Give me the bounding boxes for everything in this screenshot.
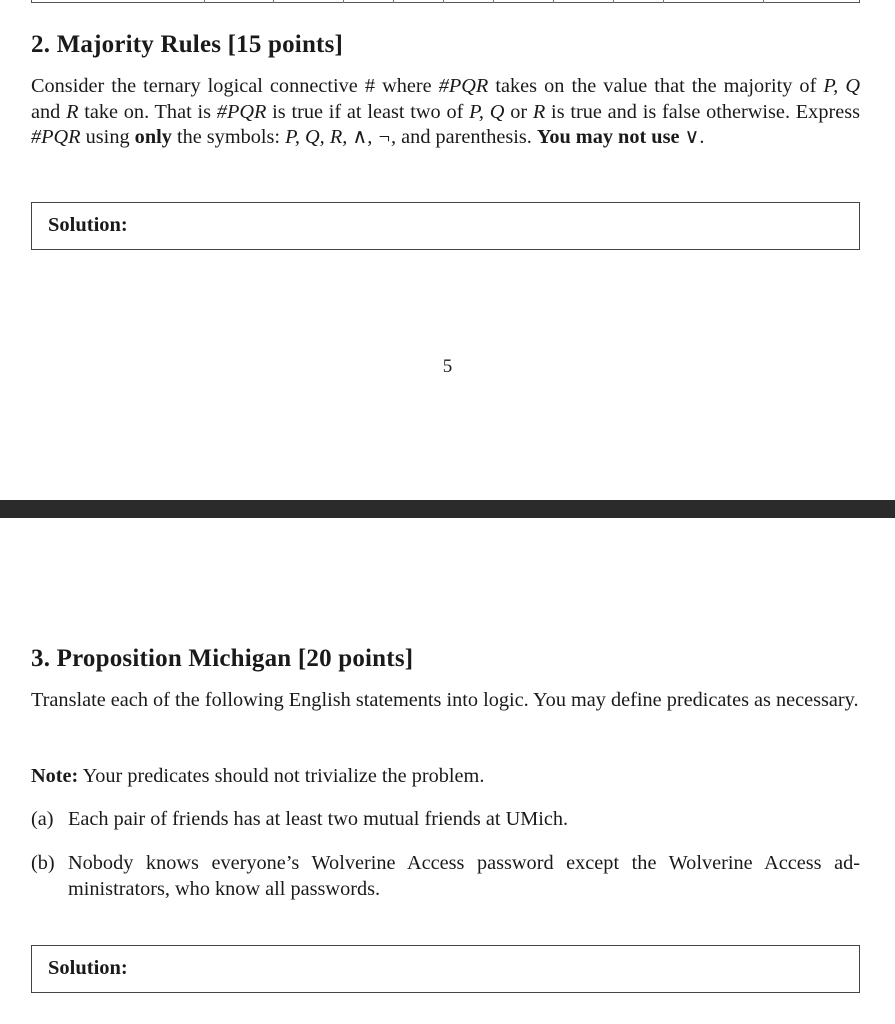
question-3-intro: Translate each of the following English statements into logic. You may define predicates as necessary. bbox=[31, 689, 859, 711]
table-column-divider bbox=[393, 0, 394, 3]
question-3-title: 3. Proposition Michigan [20 points] bbox=[31, 645, 414, 672]
table-column-divider bbox=[493, 0, 494, 3]
table-column-divider bbox=[663, 0, 664, 3]
table-column-divider bbox=[204, 0, 205, 3]
question-2-solution-box[interactable] bbox=[31, 202, 860, 250]
previous-table-bottom-border bbox=[31, 0, 860, 3]
question-3-item-a bbox=[31, 806, 860, 832]
item-label: (a) bbox=[31, 808, 54, 830]
table-column-divider bbox=[553, 0, 554, 3]
page-number: 5 bbox=[442, 356, 453, 377]
item-label: (b) bbox=[31, 852, 55, 874]
solution-label: Solution: bbox=[48, 957, 128, 979]
table-column-divider bbox=[763, 0, 764, 3]
question-3-note: Note: Your predicates should not trivialize the problem. bbox=[31, 765, 485, 787]
question-3-solution-box[interactable] bbox=[31, 945, 860, 993]
item-text: Nobody knows everyone’s Wolverine Access password except the Wolverine Access ad-ministrators, who know all passwords. bbox=[68, 852, 860, 900]
table-column-divider bbox=[443, 0, 444, 3]
item-text: Each pair of friends has at least two mutual friends at UMich. bbox=[68, 808, 569, 830]
page-separator bbox=[0, 500, 895, 518]
question-2-prompt: Consider the ternary logical connective # where #PQR takes on the value that the majority of P, Q and R take on. That is #PQR is true if at least two of P, Q or R is true and is false otherwise. Express #PQR using only the symbols: P, Q, R, ∧, ¬, and parenthesis. You may not use ∨. bbox=[31, 75, 860, 148]
table-column-divider bbox=[343, 0, 344, 3]
table-column-divider bbox=[613, 0, 614, 3]
table-column-divider bbox=[273, 0, 274, 3]
question-2-title: 2. Majority Rules [15 points] bbox=[31, 31, 344, 58]
solution-label: Solution: bbox=[48, 214, 128, 236]
question-3-item-b bbox=[31, 850, 860, 902]
